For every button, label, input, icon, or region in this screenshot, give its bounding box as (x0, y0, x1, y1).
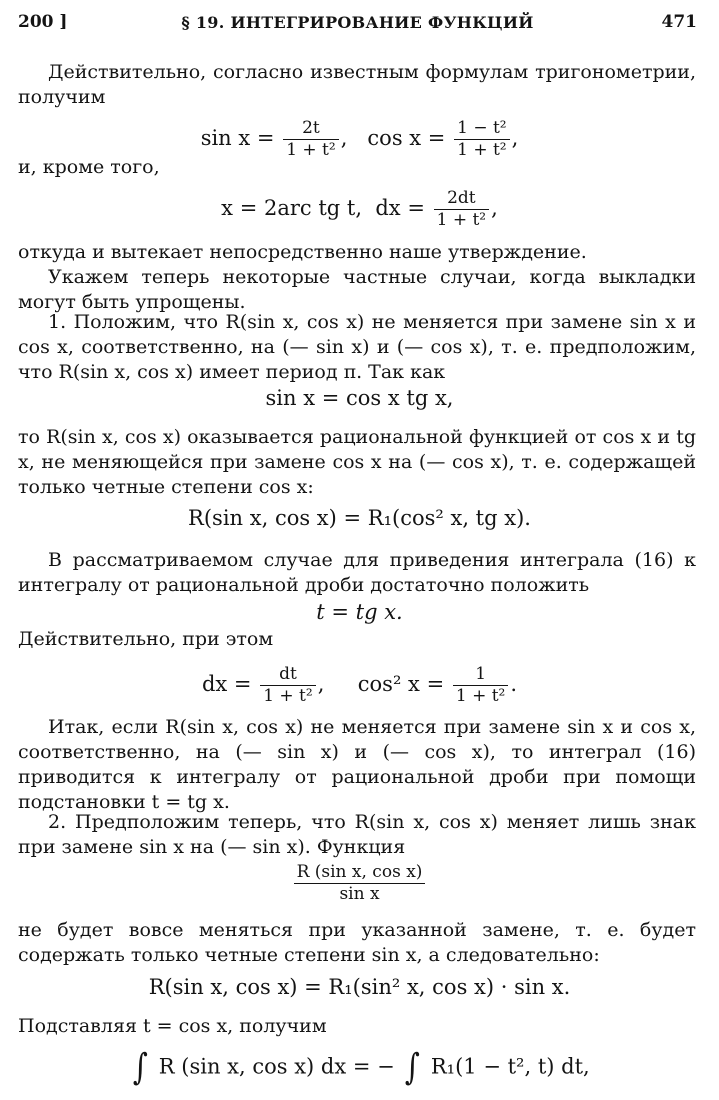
paragraph-11: не будет вовсе меняться при указанной замене, т. е. будет содержать только четные степени sin x, а следовательно: (18, 919, 696, 966)
equation-r-over-sin (0, 862, 719, 905)
equation-r1-cos-tg: R(sin x, cos x) = R₁(cos² x, tg x). (188, 506, 531, 530)
paragraph-2: и, кроме того, (18, 156, 160, 178)
fraction: $\frac{2t}{\text{1 + t²}}$ (283, 118, 339, 161)
running-header (18, 12, 697, 38)
paragraph-5: 1. Положим, что R(sin x, cos x) не меняется при замене sin x и cos x, соответственно, на (— sin x) и (— cos x), т. е. предположим, что R(sin x, cos x) имеет период π. Так как (18, 311, 696, 383)
integral-sign: ∫ (133, 1047, 149, 1088)
fraction: $\frac{2dt}{\text{1 + t²}}$ (434, 188, 490, 231)
paragraph-12: Подставляя t = cos x, получим (18, 1015, 327, 1037)
equation-sin-tg: sin x = cos x tg x, (265, 386, 454, 410)
paragraph-4: Укажем теперь некоторые частные случаи, когда выкладки могут быть упрощены. (18, 266, 696, 313)
paragraph-9-theorem: Итак, если R(sin x, cos x) не меняется при замене sin x и cos x, соответственно, на (— sin x) и (— cos x), то интеграл (16) приводится к интегралу от рациональной дроби при помощи подстановки t = tg x. (18, 716, 696, 813)
paragraph-10: 2. Предположим теперь, что R(sin x, cos x) меняет лишь знак при замене sin x на (— sin x). Функция (18, 811, 696, 858)
paragraph-7: В рассматриваемом случае для приведения интеграла (16) к интегралу от рациональной дроби достаточно положить (18, 549, 696, 596)
equation-t-tg: t = tg x. (316, 600, 403, 624)
paragraph-1: Действительно, согласно известным формулам тригонометрии, получим (18, 61, 696, 108)
fraction: $\frac{\text{1 − t²}}{\text{1 + t²}}$ (454, 118, 510, 161)
section-title: § 19. ИНТЕГРИРОВАНИЕ ФУНКЦИЙ (181, 13, 534, 32)
paragraph-8: Действительно, при этом (18, 628, 274, 650)
equation-sin-cos-t: sin x = $\frac{2t}{\text{1 + t²}}$ , cos x = $\frac{\text{1 − t²}}{\text{1 + t²}}$ , (200, 118, 519, 160)
equation-x-dx: x = 2arc tg t, dx = $\frac{2dt}{\text{1 + t²}}$ , (221, 188, 498, 230)
paragraph-6: то R(sin x, cos x) оказывается рациональной функцией от cos x и tg x, не меняющейся при замене cos x на (— cos x), т. е. содержащей только четные степени cos x: (18, 426, 696, 498)
paragraph-3: откуда и вытекает непосредственно наше утверждение. (18, 241, 587, 263)
fraction: $\frac{\text{R (sin x, cos x)}}{\text{sin x}}$ (294, 862, 426, 905)
integral-sign: ∫ (405, 1047, 421, 1088)
fraction: $\frac{dt}{\text{1 + t²}}$ (260, 664, 316, 707)
page-number-right: 471 (661, 12, 697, 32)
page-number-left: 200 ] (18, 12, 68, 32)
equation-r1-sin2-cos: R(sin x, cos x) = R₁(sin² x, cos x) · sin x. (148, 975, 571, 999)
equation-integral: ∫ R (sin x, cos x) dx = − ∫ R₁(1 − t², t) dt, (133, 1047, 590, 1088)
fraction: $\frac{1}{\text{1 + t²}}$ (453, 664, 509, 707)
equation-dx-cos2: dx = $\frac{dt}{\text{1 + t²}}$ , cos² x = $\frac{1}{\text{1 + t²}}$ . (201, 664, 518, 706)
